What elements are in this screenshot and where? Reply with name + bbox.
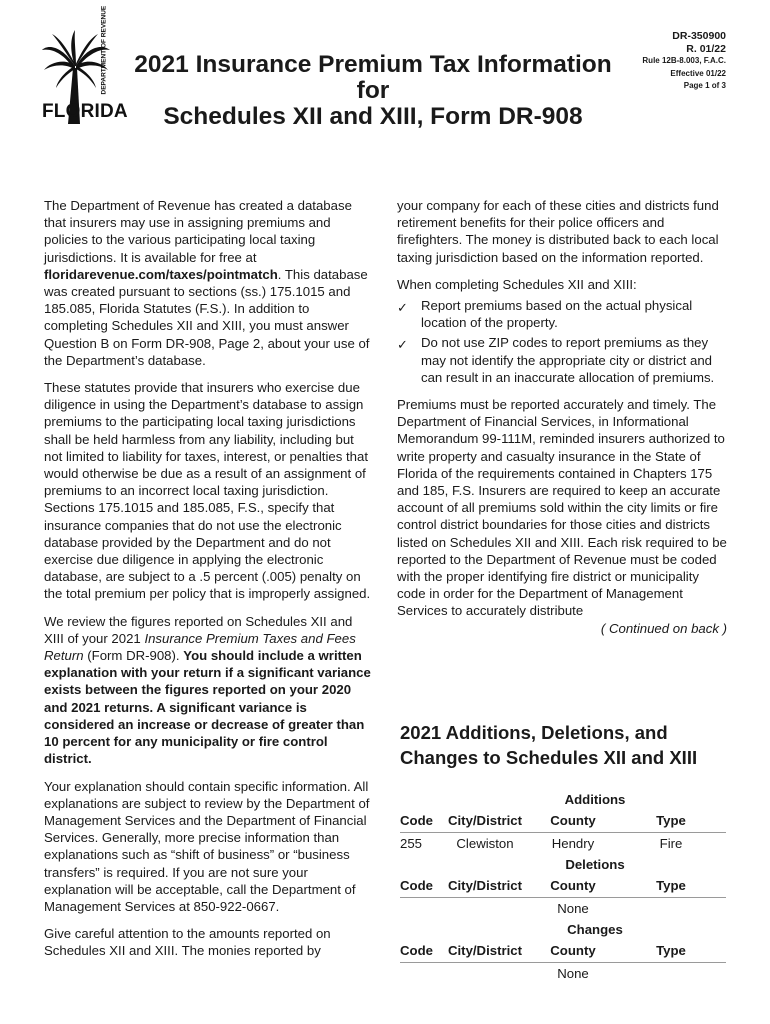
- form-effective: Effective 01/22: [670, 68, 726, 78]
- check-icon: ✓: [397, 337, 408, 353]
- right-column: [397, 197, 727, 647]
- form-number: DR-350900: [672, 30, 726, 42]
- form-page: Page 1 of 3: [683, 81, 726, 90]
- intro-paragraph: The Department of Revenue has created a database that insurers may use in assigning premiums and policies to the various participating local taxing jurisdictions. It is available for free at floridarevenue.com/taxes/pointmatch. This database was created pursuant to sections (ss.) 175.1015 and 185.085, Florida Statutes (F.S.). In addition to completing Schedules XII and XIII, you must answer Question B on Form DR-908, Page 2, about your use of the Department’s database.: [44, 198, 370, 368]
- section-title-deletions: Deletions: [565, 857, 625, 872]
- reporting-paragraph: Premiums must be reported accurately and timely. The Department of Financial Services, in Informational Memorandum 99-111M, reminded insurers authorized to write property and casualty insurance in the State of Florida of the requirements contained in Chapters 175 and 185, F.S. Insurers are required to keep an accurate account of all premiums sold within the city limits or fire control district boundaries for those cities and districts listed on Schedules XII and XIII. Each risk required to be reported to the Department of Revenue must be coded with the proper identifying fire district or municipality code in order for the Department of Management Services to accurately distribute: [397, 397, 727, 619]
- title-line-2: for: [356, 77, 390, 104]
- distribution-paragraph: your company for each of these cities and districts fund retirement benefits for their police officers and firefighters. The money is distributed back to each local taxing jurisdiction based on the information reported.: [397, 198, 719, 265]
- table-row: 255 Clewiston Hendry Fire: [400, 836, 683, 851]
- page-title: [120, 52, 626, 130]
- table-header: Code City/District County Type: [400, 940, 726, 963]
- check-icon: ✓: [397, 300, 408, 316]
- changes-table: [400, 790, 726, 985]
- title-line-3: Schedules XII and XIII, Form DR-908: [163, 103, 583, 130]
- checklist-item: ✓ Do not use ZIP codes to report premiums as they may not identify the appropriate city or district and can result in an inaccurate allocation of premiums.: [397, 335, 715, 385]
- checklist-item: ✓ Report premiums based on the actual physical location of the property.: [397, 298, 693, 331]
- left-column: [44, 197, 374, 970]
- form-info: [642, 30, 726, 93]
- form-revision: R. 01/22: [686, 42, 726, 55]
- table-row: None: [557, 966, 589, 981]
- section-title-additions: Additions: [564, 792, 626, 807]
- section-title-changes: Changes: [567, 922, 623, 937]
- table-header: Code City/District County Type: [400, 810, 726, 833]
- changes-heading: 2021 Additions, Deletions, and Changes to Schedules XII and XIII: [400, 722, 698, 768]
- completing-intro: When completing Schedules XII and XIII:: [397, 276, 637, 292]
- table-row: None: [557, 901, 589, 916]
- statutes-paragraph: These statutes provide that insurers who exercise due diligence in using the Department’s database to assign premiums to the participating local taxing jurisdictions shall be held harmless from any liability, including but not limited to liability for taxes, interest, or penalties that would otherwise be due as a result of an assignment of premiums to an incorrect local taxing jurisdiction. Sections 175.1015 and 185.085, F.S., specify that insurance companies that do not use the electronic database provided by the Department and do not exercise due diligence in applying the electronic database, are subject to a .5 percent (.005) penalty on the total premium per policy that is improperly assigned.: [44, 380, 371, 602]
- attention-paragraph: Give careful attention to the amounts reported on Schedules XII and XIII. The monies reported by: [44, 926, 331, 959]
- logo-wordmark: FLORIDA: [42, 101, 128, 122]
- table-header: Code City/District County Type: [400, 875, 726, 898]
- variance-paragraph: We review the figures reported on Schedules XII and XIII of your 2021 Insurance Premium Taxes and Fees Return (Form DR-908). You should include a written explanation with your return if a significant variance exists between the figures reported on your 2020 and 2021 returns. A significant variance is considered an increase or decrease of greater than 10 percent for any municipality or fire control district.: [44, 613, 371, 767]
- continued-note: ( Continued on back ): [600, 620, 727, 636]
- title-line-1: 2021 Insurance Premium Tax Information: [134, 51, 612, 78]
- form-rule: Rule 12B-8.003, F.A.C.: [642, 56, 726, 65]
- logo-side-text: DEPARTMENT OF REVENUE: [100, 5, 108, 95]
- explanation-paragraph: Your explanation should contain specific information. All explanations are subject to review by the Department of Management Services and the Department of Financial Services. Generally, more precise information than explanations such as “shift of business” or “business transfers” is required. If you are not sure your explanation will be acceptable, call the Department of Management Services at 850-922-0667.: [44, 778, 370, 914]
- pointmatch-link[interactable]: floridarevenue.com/taxes/pointmatch: [44, 266, 278, 282]
- checklist: [397, 297, 727, 386]
